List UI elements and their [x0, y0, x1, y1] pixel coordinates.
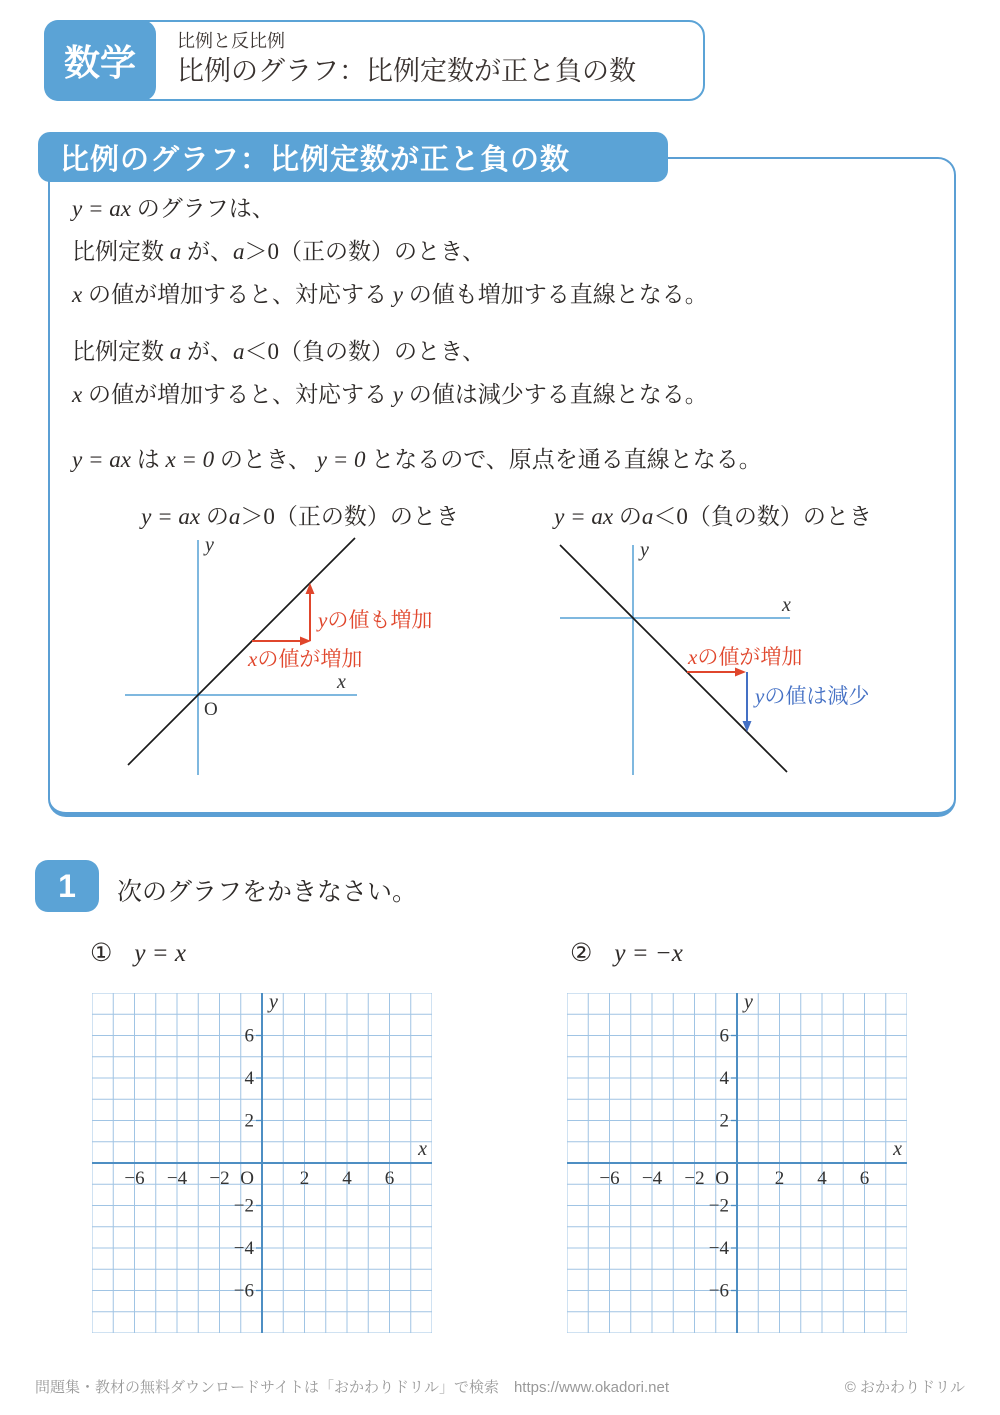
- text-segment: y: [318, 608, 328, 632]
- text-segment: y = ax: [72, 196, 131, 221]
- x-axis-name: x: [418, 1138, 427, 1160]
- header-title: 比例のグラフ：比例定数が正と負の数: [177, 56, 636, 86]
- text-segment: の値が増加すると、対応する: [82, 382, 393, 407]
- y-axis-name: y: [205, 535, 214, 556]
- y-tick-label: −2: [708, 1195, 729, 1217]
- explanation-paragraph-3: [72, 438, 762, 481]
- text-line: [72, 187, 708, 230]
- text-segment: ＞0（正の数）のとき: [240, 504, 459, 529]
- y-tick-label: 4: [719, 1068, 729, 1089]
- origin-label: O: [204, 699, 218, 720]
- text-segment: y: [755, 684, 765, 708]
- text-line: [72, 373, 708, 416]
- x-tick-label: 6: [859, 1168, 870, 1189]
- x-tick-label: 4: [342, 1168, 352, 1189]
- x-tick-label: 4: [817, 1168, 827, 1189]
- text-segment: x: [688, 645, 698, 669]
- subject-label: 数学: [63, 42, 136, 83]
- y-tick-label: 6: [244, 1025, 254, 1047]
- text-segment: x: [72, 282, 83, 307]
- explanation-paragraph-2: [72, 330, 708, 416]
- y-change-label: [316, 608, 432, 632]
- y-axis-name: y: [640, 539, 649, 561]
- text-line: [72, 330, 708, 373]
- y-tick-label: 2: [244, 1110, 254, 1132]
- x-tick-label: −4: [641, 1168, 663, 1189]
- x-tick-label: −2: [209, 1168, 230, 1189]
- diagram-caption-positive: [110, 498, 490, 531]
- text-segment: の値も増加する直線となる。: [402, 282, 708, 307]
- text-segment: 比例定数: [72, 239, 170, 264]
- text-segment: の値が増加: [257, 647, 363, 671]
- explanation-title-bar: [38, 132, 668, 182]
- diagram-positive-slope: [80, 535, 480, 790]
- text-segment: a: [233, 239, 245, 264]
- text-segment: x: [72, 382, 83, 407]
- x-tick-label: −6: [599, 1168, 620, 1189]
- text-segment: a: [169, 339, 182, 364]
- explanation-title: 比例のグラフ：比例定数が正と負の数: [60, 143, 571, 176]
- header-category: 比例と反比例: [177, 31, 285, 51]
- text-segment: a: [228, 504, 241, 529]
- item-equation: y = x: [134, 940, 186, 967]
- header-titles: [177, 29, 636, 89]
- text-line: [72, 230, 708, 273]
- text-segment: a: [641, 504, 654, 529]
- y-tick-label: 6: [719, 1025, 729, 1047]
- text-segment: が、: [181, 239, 233, 264]
- arrow-down-icon: [743, 721, 752, 732]
- y-tick-label: −4: [233, 1238, 254, 1259]
- x-increase-label: [687, 645, 802, 669]
- arrow-up-icon: [306, 583, 315, 594]
- y-change-label: [753, 684, 869, 708]
- diagram-negative-slope: [555, 535, 975, 790]
- problem-item-1: [90, 938, 186, 968]
- page-footer: [0, 1372, 1000, 1402]
- text-segment: y: [392, 382, 403, 407]
- item-number: ②: [570, 940, 593, 967]
- y-tick-label: 4: [244, 1068, 254, 1089]
- y-axis-name: y: [269, 993, 278, 1013]
- subject-badge: [44, 20, 156, 101]
- text-segment: は: [130, 447, 166, 472]
- origin-label: O: [715, 1168, 729, 1189]
- footer-copyright: © おかわりドリル: [844, 1379, 965, 1396]
- x-axis-name: x: [782, 594, 791, 616]
- text-segment: y = ax: [554, 504, 614, 529]
- explanation-paragraph-1: [72, 187, 708, 316]
- x-axis-name: x: [337, 671, 346, 693]
- text-segment: y: [392, 282, 403, 307]
- y-tick-label: −4: [708, 1238, 729, 1259]
- text-segment: ＜0（負の数）のとき: [653, 504, 872, 529]
- origin-label: O: [240, 1168, 254, 1189]
- text-segment: の値が増加: [697, 645, 803, 669]
- y-tick-label: −6: [233, 1280, 254, 1302]
- item-number: ①: [90, 940, 113, 967]
- question-number-badge: [35, 860, 99, 912]
- text-segment: ＜0（負の数）のとき、: [244, 339, 486, 364]
- page-header: [44, 20, 705, 101]
- text-segment: となるので、原点を通る直線となる。: [365, 447, 762, 472]
- x-tick-label: −6: [124, 1168, 145, 1189]
- question-number: 1: [58, 867, 76, 904]
- text-segment: のとき、: [214, 447, 317, 472]
- x-increase-label: [247, 647, 362, 671]
- text-segment: ＞0（正の数）のとき、: [244, 239, 486, 264]
- text-segment: x = 0: [165, 447, 215, 472]
- text-segment: が、: [181, 339, 233, 364]
- text-segment: の値も増加: [327, 608, 433, 632]
- x-tick-label: −4: [166, 1168, 188, 1189]
- answer-grid-1: [92, 993, 432, 1333]
- y-tick-label: 2: [719, 1110, 729, 1132]
- text-line: [72, 273, 708, 316]
- text-segment: y = ax: [141, 504, 201, 529]
- text-segment: a: [169, 239, 182, 264]
- x-tick-label: 6: [384, 1168, 395, 1189]
- diagram-caption-negative: [523, 498, 903, 531]
- question-instruction: 次のグラフをかきなさい。: [117, 879, 418, 906]
- y-axis-name: y: [744, 993, 753, 1013]
- footer-site-info: 問題集・教材の無料ダウンロードサイトは「おかわりドリル」で検索 https://www.okadori.net: [35, 1379, 670, 1396]
- text-segment: の値は減少する直線となる。: [402, 382, 708, 407]
- problem-item-2: [570, 938, 683, 968]
- text-segment: の値が増加すると、対応する: [82, 282, 393, 307]
- text-segment: の値は減少: [764, 684, 870, 708]
- answer-grid-2: [567, 993, 907, 1333]
- text-segment: のグラフは、: [130, 196, 275, 221]
- text-segment: の: [613, 504, 642, 529]
- text-segment: y = 0: [316, 447, 366, 472]
- text-segment: x: [248, 647, 258, 671]
- y-tick-label: −2: [233, 1195, 254, 1217]
- item-equation: y = −x: [614, 940, 683, 967]
- y-tick-label: −6: [708, 1280, 729, 1302]
- x-tick-label: 2: [774, 1168, 785, 1189]
- x-axis-name: x: [893, 1138, 902, 1160]
- x-tick-label: 2: [299, 1168, 310, 1189]
- text-segment: の: [200, 504, 229, 529]
- text-line: [72, 438, 762, 481]
- text-segment: a: [233, 339, 245, 364]
- x-tick-label: −2: [684, 1168, 705, 1189]
- text-segment: y = ax: [72, 447, 131, 472]
- text-segment: 比例定数: [72, 339, 170, 364]
